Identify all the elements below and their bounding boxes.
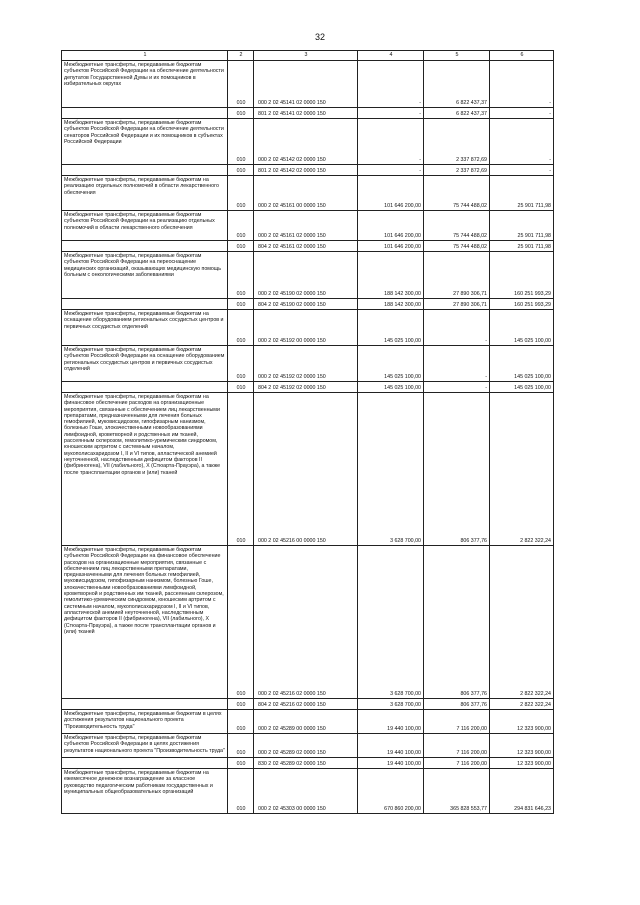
header-cell: 2: [228, 51, 254, 61]
row-description: Межбюджетные трансферты, передаваемые бюджетам субъектов Российской Федерации на переоснащение медицинских организаций, оказывающих медицинскую помощь больным с онкологическими заболеваниями: [62, 252, 228, 299]
row-budget-code: 000 2 02 45142 02 0000 150: [254, 119, 358, 165]
row-executed-amount: -: [424, 346, 490, 382]
header-cell: 4: [358, 51, 424, 61]
row-unexecuted-amount: 25 901 711,98: [490, 176, 554, 211]
row-code: 010: [228, 119, 254, 165]
row-code: 010: [228, 252, 254, 299]
row-unexecuted-amount: -: [490, 165, 554, 176]
row-executed-amount: 6 822 437,37: [424, 108, 490, 119]
table-row: [62, 119, 554, 165]
row-executed-amount: 75 744 488,02: [424, 176, 490, 211]
row-budget-code: 830 2 02 45289 02 0000 150: [254, 758, 358, 769]
row-executed-amount: 75 744 488,02: [424, 211, 490, 241]
row-description: [62, 382, 228, 393]
row-executed-amount: 7 116 200,00: [424, 734, 490, 758]
row-unexecuted-amount: 12 323 900,00: [490, 758, 554, 769]
row-unexecuted-amount: 160 251 993,29: [490, 252, 554, 299]
row-executed-amount: 7 116 200,00: [424, 758, 490, 769]
row-approved-amount: 188 142 300,00: [358, 252, 424, 299]
row-unexecuted-amount: 160 251 993,29: [490, 299, 554, 310]
row-unexecuted-amount: -: [490, 108, 554, 119]
row-executed-amount: 806 377,76: [424, 546, 490, 699]
row-approved-amount: 101 646 200,00: [358, 211, 424, 241]
table-row: [62, 165, 554, 176]
row-code: 010: [228, 241, 254, 252]
table-row: [62, 758, 554, 769]
row-executed-amount: 2 337 872,69: [424, 165, 490, 176]
table-row: [62, 61, 554, 108]
header-cell: 6: [490, 51, 554, 61]
row-approved-amount: -: [358, 108, 424, 119]
row-approved-amount: -: [358, 119, 424, 165]
row-code: 010: [228, 382, 254, 393]
header-row: [62, 51, 554, 61]
row-approved-amount: -: [358, 165, 424, 176]
table-row: [62, 176, 554, 211]
row-executed-amount: -: [424, 382, 490, 393]
row-executed-amount: 365 828 553,77: [424, 769, 490, 814]
row-description: Межбюджетные трансферты, передаваемые бюджетам на реализацию отдельных полномочий в области лекарственного обеспечения: [62, 176, 228, 211]
row-unexecuted-amount: 294 831 646,23: [490, 769, 554, 814]
row-budget-code: 000 2 02 45141 02 0000 150: [254, 61, 358, 108]
table-row: [62, 310, 554, 346]
row-approved-amount: 3 628 700,00: [358, 393, 424, 546]
table-row: [62, 299, 554, 310]
row-executed-amount: 75 744 488,02: [424, 241, 490, 252]
row-unexecuted-amount: 12 323 900,00: [490, 710, 554, 734]
page-number: 32: [314, 32, 325, 42]
row-description: Межбюджетные трансферты, передаваемые бюджетам субъектов Российской Федерации на реализацию отдельных полномочий в области лекарственного обеспечения: [62, 211, 228, 241]
row-approved-amount: 19 440 100,00: [358, 734, 424, 758]
row-description: [62, 699, 228, 710]
row-approved-amount: 188 142 300,00: [358, 299, 424, 310]
row-code: 010: [228, 546, 254, 699]
row-code: 010: [228, 299, 254, 310]
row-code: 010: [228, 758, 254, 769]
table-row: [62, 393, 554, 546]
row-approved-amount: 3 628 700,00: [358, 699, 424, 710]
row-approved-amount: 145 025 100,00: [358, 346, 424, 382]
row-approved-amount: 101 646 200,00: [358, 176, 424, 211]
row-approved-amount: 145 025 100,00: [358, 310, 424, 346]
row-description: [62, 108, 228, 119]
row-unexecuted-amount: 25 901 711,98: [490, 211, 554, 241]
budget-table: [61, 50, 554, 814]
row-description: [62, 299, 228, 310]
table-row: [62, 769, 554, 814]
row-executed-amount: 6 822 437,37: [424, 61, 490, 108]
row-description: Межбюджетные трансферты, передаваемые бюджетам на финансовое обеспечение расходов на организационные мероприятия, связанные с обеспечением лиц лекарственными препаратами, предназначенными для лечения больных гемофилией, муковисцидозом, гипофизарным нанизмом, болезнью Гоше, злокачественными новообразованиями лимфоидной, кроветворной и родственных им тканей, рассеянным склерозом, гемолитико-уремическим синдромом, юношеским артритом с системным началом, мукополисахаридозом I, II и VI типов, апластической анемией неуточненной, наследственным дефицитом факторов II (фибриногена), VII (лабильного), X (Стюарта-Прауэра), а также после трансплантации органов и (или) тканей: [62, 393, 228, 546]
row-description: Межбюджетные трансферты, передаваемые бюджетам субъектов Российской Федерации на обеспечение деятельности сенаторов Российской Федерации и их помощников в субъектах Российской Федерации: [62, 119, 228, 165]
header-cell: 3: [254, 51, 358, 61]
row-description: [62, 758, 228, 769]
row-approved-amount: -: [358, 61, 424, 108]
table-row: [62, 710, 554, 734]
row-code: 010: [228, 165, 254, 176]
row-code: 010: [228, 108, 254, 119]
table-row: [62, 346, 554, 382]
row-description: Межбюджетные трансферты, передаваемые бюджетам в целях достижения результатов национального проекта "Производительность труда": [62, 710, 228, 734]
row-description: Межбюджетные трансферты, передаваемые бюджетам субъектов Российской Федерации на обеспечение деятельности депутатов Государственной Думы и их помощников в избирательных округах: [62, 61, 228, 108]
row-executed-amount: 806 377,76: [424, 699, 490, 710]
row-unexecuted-amount: 145 025 100,00: [490, 382, 554, 393]
row-executed-amount: 27 890 306,71: [424, 252, 490, 299]
row-executed-amount: 2 337 872,69: [424, 119, 490, 165]
row-budget-code: 801 2 02 45141 02 0000 150: [254, 108, 358, 119]
row-description: [62, 165, 228, 176]
row-approved-amount: 3 628 700,00: [358, 546, 424, 699]
row-code: 010: [228, 211, 254, 241]
row-code: 010: [228, 734, 254, 758]
header-cell: 1: [62, 51, 228, 61]
row-description: [62, 241, 228, 252]
row-code: 010: [228, 346, 254, 382]
row-approved-amount: 101 646 200,00: [358, 241, 424, 252]
row-description: Межбюджетные трансферты, передаваемые бюджетам субъектов Российской Федерации на оснащение оборудованием региональных сосудистых центров и первичных сосудистых отделений: [62, 346, 228, 382]
row-approved-amount: 19 440 100,00: [358, 710, 424, 734]
row-unexecuted-amount: 2 822 322,24: [490, 393, 554, 546]
row-budget-code: 000 2 02 45192 02 0000 150: [254, 346, 358, 382]
row-unexecuted-amount: 12 323 900,00: [490, 734, 554, 758]
table-row: [62, 108, 554, 119]
row-description: Межбюджетные трансферты, передаваемые бюджетам субъектов Российской Федерации в целях достижения результатов национального проекта "Производительность труда": [62, 734, 228, 758]
row-approved-amount: 670 860 200,00: [358, 769, 424, 814]
row-approved-amount: 19 440 100,00: [358, 758, 424, 769]
table-row: [62, 241, 554, 252]
row-budget-code: 000 2 02 45161 02 0000 150: [254, 211, 358, 241]
row-unexecuted-amount: 145 025 100,00: [490, 346, 554, 382]
row-code: 010: [228, 310, 254, 346]
row-code: 010: [228, 710, 254, 734]
row-unexecuted-amount: -: [490, 61, 554, 108]
row-budget-code: 000 2 02 45216 00 0000 150: [254, 393, 358, 546]
row-code: 010: [228, 393, 254, 546]
row-unexecuted-amount: 2 822 322,24: [490, 699, 554, 710]
row-budget-code: 000 2 02 45190 02 0000 150: [254, 252, 358, 299]
row-unexecuted-amount: -: [490, 119, 554, 165]
row-description: Межбюджетные трансферты, передаваемые бюджетам субъектов Российской Федерации на финансовое обеспечение расходов на организационные мероприятия, связанные с обеспечением лиц лекарственными препаратами, предназначенными для лечения больных гемофилией, муковисцидозом, гипофизарным нанизмом, болезнью Гоше, злокачественными новообразованиями лимфоидной, кроветворной и родственных им тканей, рассеянным склерозом, гемолитико-уремическим синдромом, юношеским артритом с системным началом, мукополисахаридозом I, II и VI типов, апластической анемией неуточненной, наследственным дефицитом факторов II (фибриногена), VII (лабильного), X (Стюарта-Прауэра), а также после трансплантации органов и (или) тканей: [62, 546, 228, 699]
row-budget-code: 000 2 02 45303 00 0000 150: [254, 769, 358, 814]
row-budget-code: 000 2 02 45289 02 0000 150: [254, 734, 358, 758]
row-budget-code: 804 2 02 45192 02 0000 150: [254, 382, 358, 393]
table-row: [62, 699, 554, 710]
table-row: [62, 734, 554, 758]
row-description: Межбюджетные трансферты, передаваемые бюджетам на ежемесячное денежное вознаграждение за классное руководство педагогическим работникам государственных и муниципальных общеобразовательных организаций: [62, 769, 228, 814]
row-description: Межбюджетные трансферты, передаваемые бюджетам на оснащение оборудованием региональных сосудистых центров и первичных сосудистых отделений: [62, 310, 228, 346]
header-cell: 5: [424, 51, 490, 61]
table-row: [62, 546, 554, 699]
row-unexecuted-amount: 145 025 100,00: [490, 310, 554, 346]
row-executed-amount: -: [424, 310, 490, 346]
row-executed-amount: 806 377,76: [424, 393, 490, 546]
row-unexecuted-amount: 25 901 711,98: [490, 241, 554, 252]
row-budget-code: 000 2 02 45192 00 0000 150: [254, 310, 358, 346]
table-row: [62, 211, 554, 241]
row-executed-amount: 27 890 306,71: [424, 299, 490, 310]
row-executed-amount: 7 116 200,00: [424, 710, 490, 734]
row-budget-code: 000 2 02 45161 00 0000 150: [254, 176, 358, 211]
row-budget-code: 804 2 02 45216 02 0000 150: [254, 699, 358, 710]
row-budget-code: 804 2 02 45161 02 0000 150: [254, 241, 358, 252]
table-row: [62, 252, 554, 299]
row-budget-code: 000 2 02 45216 02 0000 150: [254, 546, 358, 699]
row-unexecuted-amount: 2 822 322,24: [490, 546, 554, 699]
row-budget-code: 804 2 02 45190 02 0000 150: [254, 299, 358, 310]
row-code: 010: [228, 699, 254, 710]
table-row: [62, 382, 554, 393]
row-code: 010: [228, 61, 254, 108]
row-budget-code: 000 2 02 45289 00 0000 150: [254, 710, 358, 734]
row-code: 010: [228, 769, 254, 814]
row-approved-amount: 145 025 100,00: [358, 382, 424, 393]
row-budget-code: 801 2 02 45142 02 0000 150: [254, 165, 358, 176]
row-code: 010: [228, 176, 254, 211]
